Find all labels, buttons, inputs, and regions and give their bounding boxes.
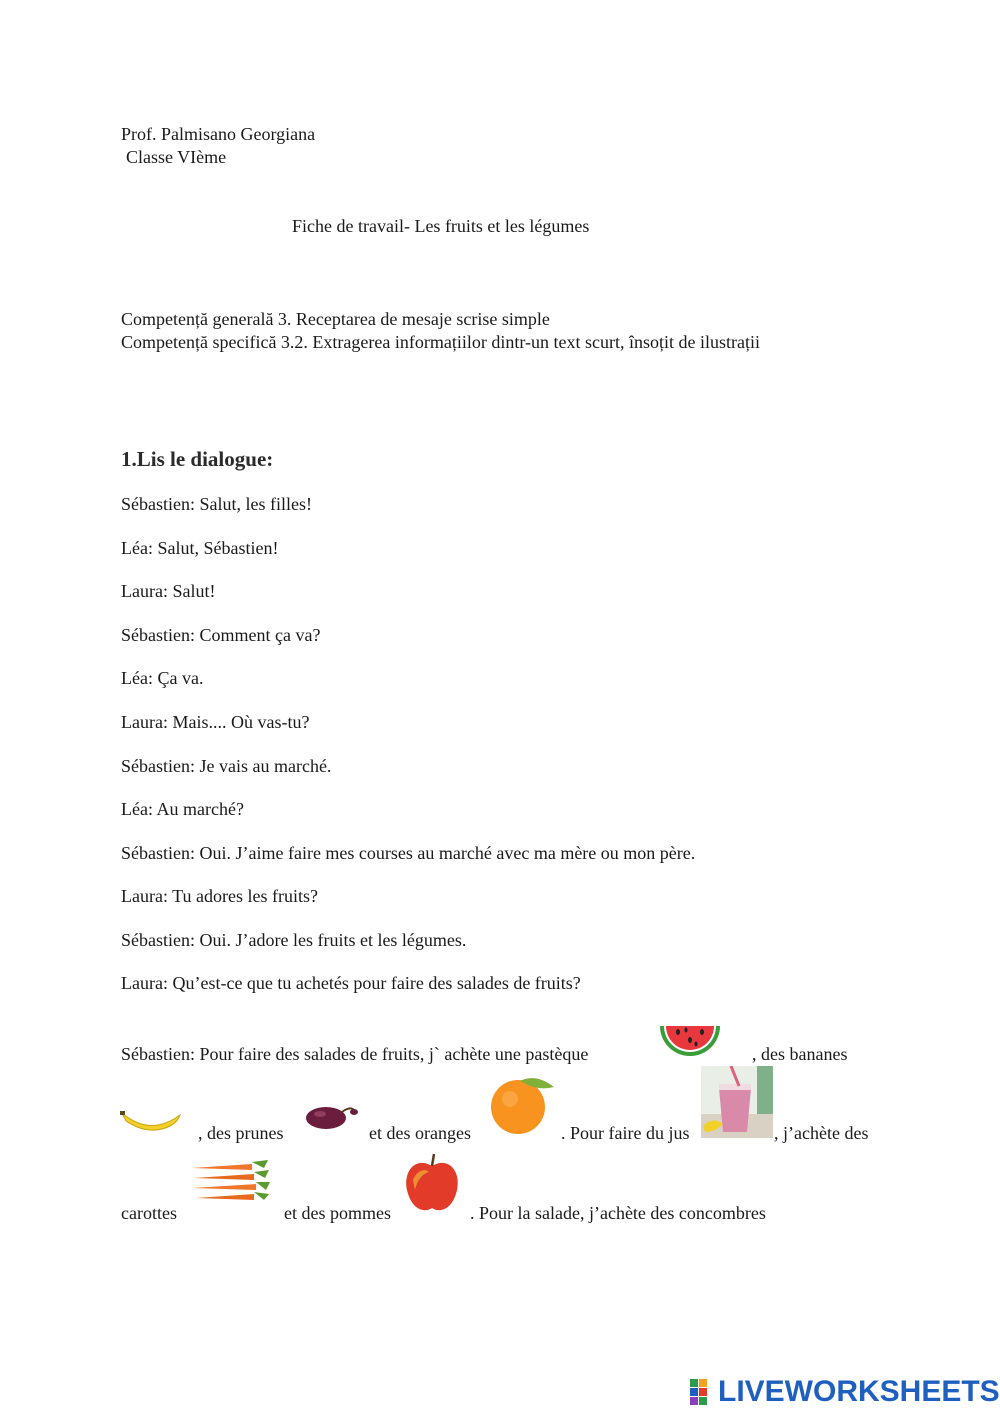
dialogue-line: Sébastien: Je vais au marché.	[121, 756, 332, 776]
teacher-name: Prof. Palmisano Georgiana	[121, 124, 316, 144]
watermelon-icon	[656, 1018, 724, 1066]
dialogue-line: Sébastien: Comment ça va?	[121, 625, 321, 645]
apple-icon	[403, 1152, 461, 1216]
class-level: Classe VIème	[126, 147, 227, 167]
illustrated-text: et des pommes	[284, 1203, 391, 1223]
liveworksheets-logo	[690, 1374, 1000, 1410]
dialogue-line: Sébastien: Oui. J’aime faire mes courses au marché avec ma mère ou mon père.	[121, 843, 696, 863]
dialogue-line: Léa: Ça va.	[121, 668, 204, 688]
dialogue-line: Sébastien: Oui. J’adore les fruits et les légumes.	[121, 930, 467, 950]
specific-competence: Competență specifică 3.2. Extragerea informațiilor dintr-un text scurt, însoțit de ilustrații	[121, 332, 760, 352]
general-competence: Competență generală 3. Receptarea de mesaje scrise simple	[121, 309, 550, 329]
banana-icon	[120, 1107, 182, 1135]
logo-mark-icon	[690, 1379, 716, 1405]
orange-icon	[486, 1073, 558, 1137]
dialogue-line: Sébastien: Salut, les filles!	[121, 494, 312, 514]
illustrated-text: , j’achète des	[774, 1123, 869, 1143]
logo-text: LIVEWORKSHEETS	[718, 1375, 1000, 1408]
illustrated-text: . Pour faire du jus	[561, 1123, 690, 1143]
dialogue-line: Laura: Mais.... Où vas-tu?	[121, 712, 310, 732]
illustrated-text: Sébastien: Pour faire des salades de fruits, j` achète une pastèque	[121, 1044, 589, 1064]
illustrated-text: et des oranges	[369, 1123, 471, 1143]
smoothie-icon	[701, 1066, 773, 1138]
carrots-icon	[190, 1160, 270, 1206]
illustrated-text: carottes	[121, 1203, 177, 1223]
plum-icon	[304, 1102, 360, 1132]
dialogue-line: Laura: Qu’est-ce que tu achetés pour faire des salades de fruits?	[121, 973, 581, 993]
dialogue-line: Léa: Salut, Sébastien!	[121, 538, 279, 558]
illustrated-text: , des bananes	[752, 1044, 848, 1064]
dialogue-line: Laura: Tu adores les fruits?	[121, 886, 318, 906]
exercise-heading: 1.Lis le dialogue:	[121, 447, 274, 471]
dialogue-line: Léa: Au marché?	[121, 799, 244, 819]
dialogue-line: Laura: Salut!	[121, 581, 216, 601]
illustrated-text: . Pour la salade, j’achète des concombres	[470, 1203, 766, 1223]
illustrated-text: , des prunes	[198, 1123, 284, 1143]
page-title: Fiche de travail- Les fruits et les légumes	[292, 216, 590, 236]
